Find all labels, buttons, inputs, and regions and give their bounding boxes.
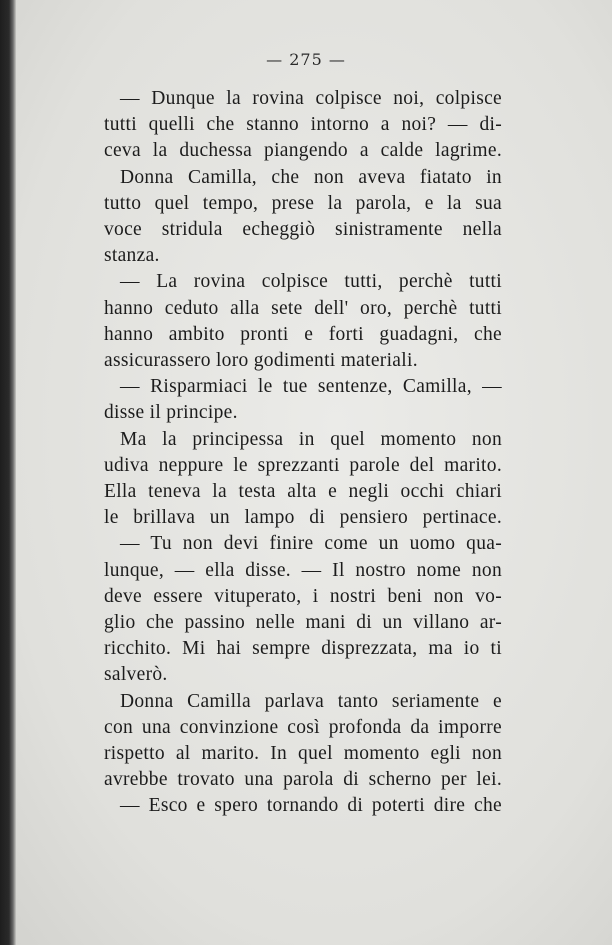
text-line: ricchito. Mi hai sempre disprezzata, ma io ti bbox=[104, 638, 502, 660]
text-line: con una convinzione così profonda da imporre bbox=[104, 716, 502, 738]
text-line: — La rovina colpisce tutti, perchè tutti bbox=[120, 271, 502, 293]
text-line: avrebbe trovato una parola di scherno per lei. bbox=[104, 769, 502, 791]
text-line: Donna Camilla, che non aveva fiatato in bbox=[120, 166, 502, 188]
text-line: salverò. bbox=[104, 664, 168, 686]
text-line: — Dunque la rovina colpisce noi, colpisce bbox=[120, 88, 502, 109]
text-line: — Tu non devi finire come un uomo qua- bbox=[120, 533, 502, 555]
text-line: rispetto al marito. In quel momento egli non bbox=[104, 743, 502, 765]
text-line: Donna Camilla parlava tanto seriamente e bbox=[120, 690, 502, 712]
text-line: assicurassero loro godimenti materiali. bbox=[104, 350, 418, 372]
page-number: — 275 — bbox=[266, 50, 346, 69]
text-line: tutto quel tempo, prese la parola, e la sua bbox=[104, 192, 502, 214]
text-line: ceva la duchessa piangendo a calde lagrime. bbox=[104, 140, 502, 162]
text-line: voce stridula echeggiò sinistramente nella bbox=[104, 219, 502, 241]
text-line: disse il principe. bbox=[104, 402, 238, 424]
text-line: — Esco e spero tornando di poterti dire che bbox=[120, 795, 502, 817]
text-line: hanno ambito pronti e forti guadagni, che bbox=[104, 323, 502, 345]
text-line: tutti quelli che stanno intorno a noi? — di- bbox=[104, 114, 502, 136]
text-line: hanno ceduto alla sete dell' oro, perchè tutti bbox=[104, 297, 502, 319]
text-line: le brillava un lampo di pensiero pertinace. bbox=[104, 507, 502, 529]
text-line: glio che passino nelle mani di un villano ar- bbox=[104, 612, 502, 634]
text-line: stanza. bbox=[104, 245, 160, 267]
text-line: Ma la principessa in quel momento non bbox=[120, 428, 502, 450]
body-text bbox=[104, 86, 502, 820]
text-line: udiva neppure le sprezzanti parole del marito. bbox=[104, 454, 502, 476]
book-binding-edge bbox=[0, 0, 16, 945]
text-line: Ella teneva la testa alta e negli occhi chiari bbox=[104, 481, 502, 503]
text-line: deve essere vituperato, i nostri beni non vo- bbox=[104, 585, 502, 607]
text-line: — Risparmiaci le tue sentenze, Camilla, — bbox=[120, 376, 502, 398]
text-line: lunque, — ella disse. — Il nostro nome non bbox=[104, 559, 502, 581]
